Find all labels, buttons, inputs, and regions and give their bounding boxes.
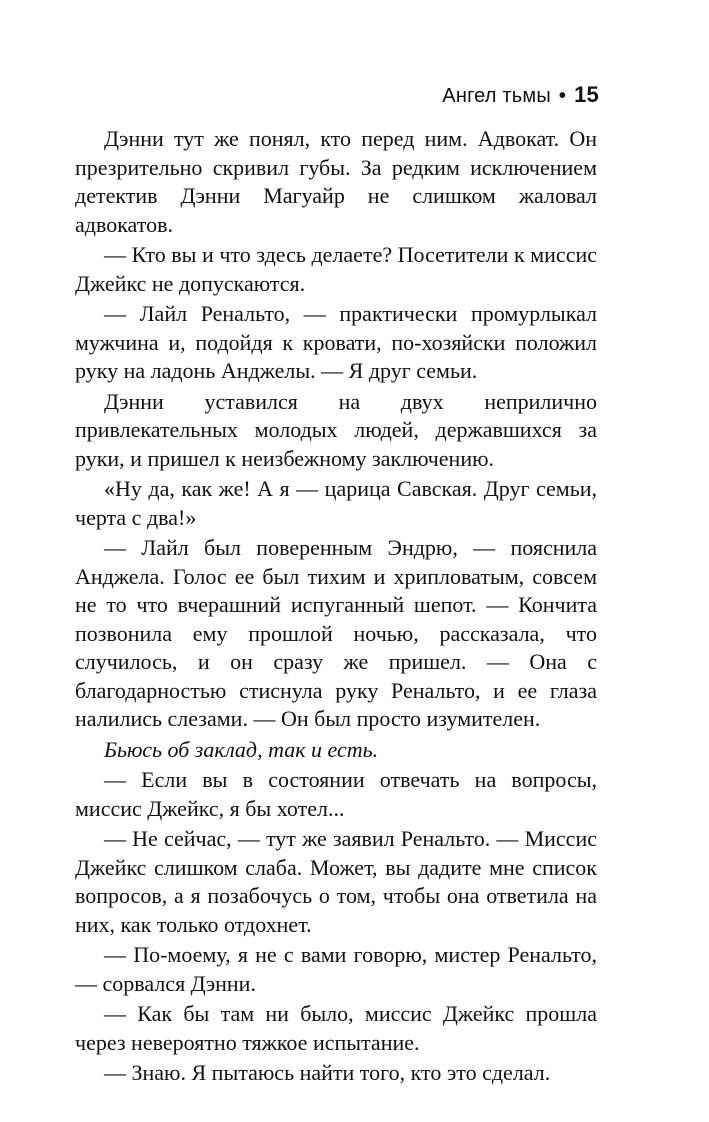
paragraph: — По-моему, я не с вами говорю, мистер Ренальто, — сорвался Дэнни. — [75, 942, 597, 996]
body-text — [75, 125, 597, 1090]
page-number: 15 — [574, 82, 599, 107]
paragraph: — Как бы там ни было, миссис Джейкс прошла через невероятно тяжкое испытание. — [75, 1001, 597, 1055]
paragraph: — Если вы в состоянии отвечать на вопросы, миссис Джейкс, я бы хотел... — [75, 767, 597, 821]
paragraph: — Не сейчас, — тут же заявил Ренальто. — Миссис Джейкс слишком слаба. Может, вы дадите мне список вопросов, а я позабочусь о том, чтобы она ответила на них, как только отдохнет. — [75, 826, 597, 937]
running-header — [442, 82, 599, 108]
paragraph: — Кто вы и что здесь делаете? Посетители к миссис Джейкс не допускаются. — [75, 242, 597, 296]
running-title: Ангел тьмы — [442, 85, 551, 107]
header-separator: • — [558, 85, 567, 107]
paragraph: Дэнни уставился на двух неприлично привлекательных молодых людей, державшихся за руки, и пришел к неизбежному заключению. — [75, 388, 597, 471]
paragraph: — Лайл Ренальто, — практически промурлыкал мужчина и, подойдя к кровати, по-хозяйски положил руку на ладонь Анджелы. — Я друг семьи. — [75, 301, 597, 383]
paragraph: — Лайл был поверенным Эндрю, — пояснила Анджела. Голос ее был тихим и хрипловатым, совсем не то что вчерашний испуганный шепот. — Кончита позвонила ему прошлой ночью, рассказала, что случилось, и он сразу же пришел. — Она с благодарностью стиснула руку Ренальто, и ее глаза налились слезами. — Он был просто изумителен. — [75, 535, 597, 731]
paragraph: «Ну да, как же! А я — царица Савская. Друг семьи, черта с два!» — [75, 476, 597, 530]
italic-paragraph: Бьюсь об заклад, так и есть. — [104, 736, 379, 762]
paragraph: — Знаю. Я пытаюсь найти того, кто это сделал. — [104, 1060, 551, 1085]
paragraph: Дэнни тут же понял, кто перед ним. Адвокат. Он презрительно скривил губы. За редким исключением детектив Дэнни Магуайр не слишком жаловал адвокатов. — [75, 126, 597, 237]
